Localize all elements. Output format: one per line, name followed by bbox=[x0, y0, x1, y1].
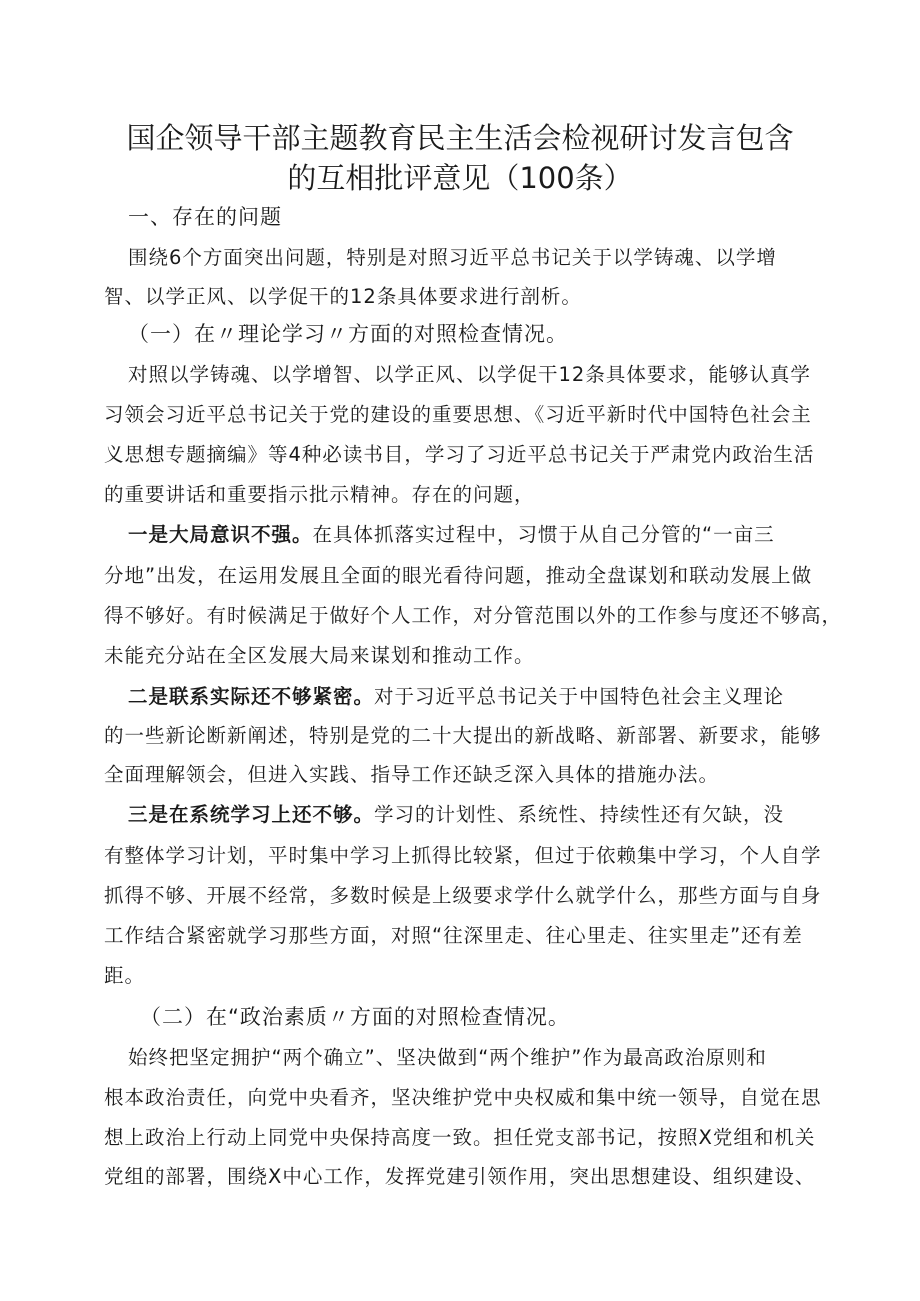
paragraph-line: 的重要讲话和重要指示批示精神。存在的问题， bbox=[104, 483, 535, 506]
paragraph-line: 距。 bbox=[104, 964, 146, 987]
paragraph-line: 分地”出发，在运用发展且全面的眼光看待问题，推动全盘谋划和联动发展上做 bbox=[104, 564, 813, 587]
document-title-line-2: 的互相批评意见（100条） bbox=[287, 161, 633, 195]
paragraph-line: 义思想专题摘编》等4种必读书目，学习了习近平总书记关于严肃党内政治生活 bbox=[104, 443, 815, 466]
paragraph-line: 根本政治责任，向党中央看齐，坚决维护党中央权威和集中统一领导，自觉在思 bbox=[104, 1086, 822, 1109]
section-heading-problems: 一、存在的问题 bbox=[128, 205, 282, 229]
subsection-heading-political-quality: （二）在“政治素质〃方面的对照检查情况。 bbox=[140, 1005, 570, 1029]
paragraph-text: 学习的计划性、系统性、持续性还有欠缺，没 bbox=[374, 803, 785, 826]
subsection-heading-theory-study: （一）在〃理论学习〃方面的对照检查情况。 bbox=[128, 322, 568, 346]
intro-line-1: 围绕6个方面突出问题，特别是对照习近平总书记关于以学铸魂、以学增 bbox=[128, 246, 777, 269]
paragraph-text: 对于习近平总书记关于中国特色社会主义理论 bbox=[374, 685, 785, 708]
paragraph-text: 在具体抓落实过程中，习惯于从自己分管的“一亩三 bbox=[312, 523, 775, 546]
paragraph-line: 始终把坚定拥护“两个确立”、坚决做到“两个维护”作为最高政治原则和 bbox=[128, 1046, 767, 1069]
intro-line-2: 智、以学正风、以学促干的12条具体要求进行剖析。 bbox=[104, 285, 582, 308]
paragraph-line: 有整体学习计划，平时集中学习上抓得比较紧，但过于依赖集中学习，个人自学 bbox=[104, 844, 822, 867]
paragraph-line bbox=[128, 683, 868, 711]
paragraph-line: 全面理解领会，但进入实践、指导工作还缺乏深入具体的措施办法。 bbox=[104, 763, 720, 786]
point-heading-1: 一是大局意识不强。 bbox=[128, 523, 313, 546]
paragraph-line: 工作结合紧密就学习那些方面，对照“往深里走、往心里走、往实里走”还有差 bbox=[104, 924, 803, 947]
document-title-line-1: 国企领导干部主题教育民主生活会检视研讨发言包含 bbox=[126, 121, 794, 155]
paragraph-line: 党组的部署，围绕X中心工作，发挥党建引领作用，突出思想建设、组织建设、 bbox=[104, 1165, 816, 1188]
point-heading-2: 二是联系实际还不够紧密。 bbox=[128, 685, 375, 708]
paragraph-line bbox=[128, 521, 868, 549]
paragraph-line: 的一些新论断新阐述，特别是党的二十大提出的新战略、新部署、新要求，能够 bbox=[104, 724, 822, 747]
paragraph-line: 未能充分站在全区发展大局来谋划和推动工作。 bbox=[104, 644, 535, 667]
point-heading-3: 三是在系统学习上还不够。 bbox=[128, 803, 375, 826]
paragraph-line: 得不够好。有时候满足于做好个人工作，对分管范围以外的工作参与度还不够高， bbox=[104, 604, 843, 627]
paragraph-line: 想上政治上行动上同党中央保持高度一致。担任党支部书记，按照X党组和机关 bbox=[104, 1126, 816, 1149]
paragraph-line: 对照以学铸魂、以学增智、以学正风、以学促干12条具体要求，能够认真学 bbox=[128, 363, 811, 386]
paragraph-line: 抓得不够、开展不经常，多数时候是上级要求学什么就学什么，那些方面与自身 bbox=[104, 884, 822, 907]
paragraph-line: 习领会习近平总书记关于党的建设的重要思想、《习近平新时代中国特色社会主 bbox=[104, 403, 812, 426]
paragraph-line bbox=[128, 801, 868, 829]
